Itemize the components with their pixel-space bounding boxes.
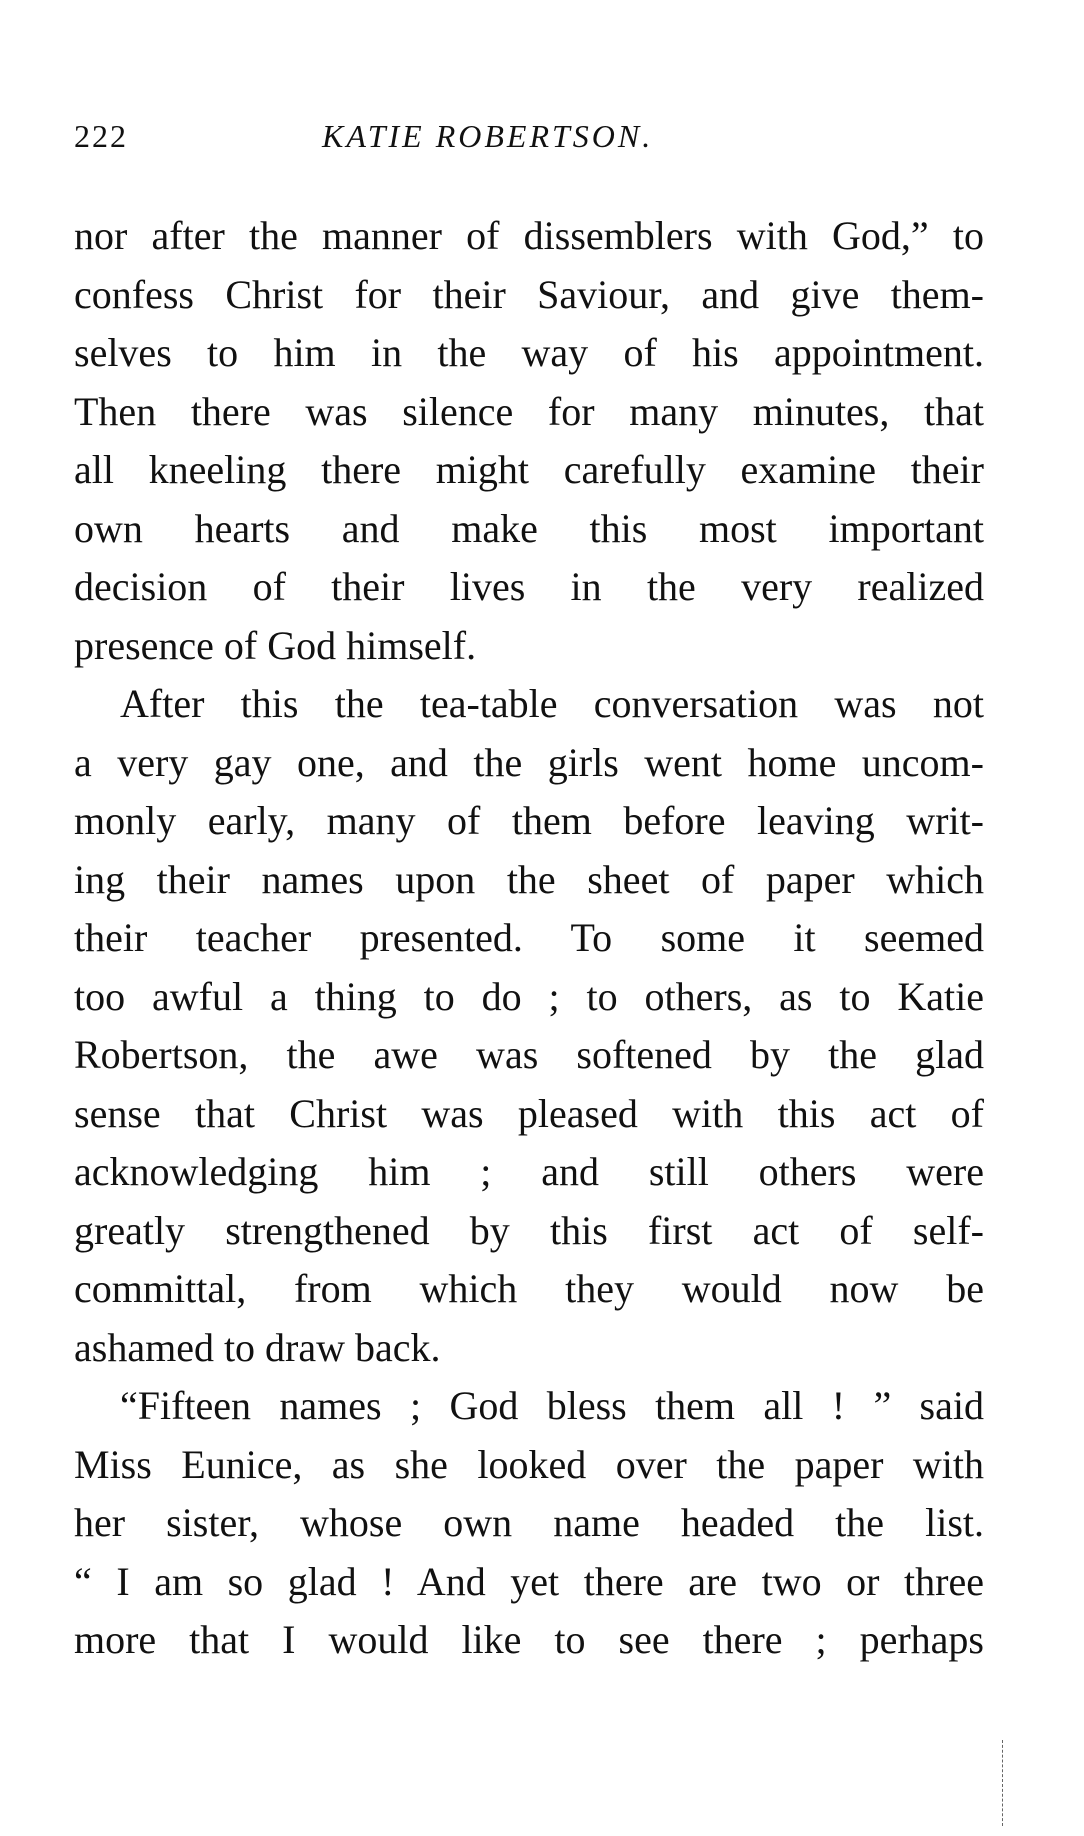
paragraph bbox=[74, 207, 984, 675]
text-line: greatly strengthened by this first act of self- bbox=[74, 1207, 984, 1253]
text-line: After this the tea-table conversation was not bbox=[120, 681, 984, 726]
page-number: 222 bbox=[74, 118, 128, 154]
text-line: monly early, many of them before leaving writ- bbox=[74, 798, 984, 843]
text-line: Miss Eunice, as she looked over the paper with bbox=[74, 1441, 984, 1487]
text-line: “Fifteen names ; God bless them all ! ” said bbox=[120, 1383, 984, 1428]
text-line: too awful a thing to do ; to others, as to Katie bbox=[74, 973, 984, 1019]
body-text bbox=[74, 207, 984, 1670]
text-line: Robertson, the awe was softened by the glad bbox=[74, 1032, 984, 1077]
text-line: committal, from which they would now be bbox=[74, 1266, 984, 1311]
text-line: more that I would like to see there ; perhaps bbox=[74, 1617, 984, 1662]
text-line: selves to him in the way of his appointment. bbox=[74, 330, 984, 375]
text-line: nor after the manner of dissemblers with God,” to bbox=[74, 213, 984, 258]
page-edge-mark bbox=[1002, 1740, 1004, 1826]
running-title: KATIE ROBERTSON. bbox=[322, 118, 654, 154]
text-line: acknowledging him ; and still others were bbox=[74, 1149, 984, 1194]
text-line: “ I am so glad ! And yet there are two or three bbox=[74, 1558, 984, 1604]
text-line: ing their names upon the sheet of paper which bbox=[74, 856, 984, 902]
paragraph bbox=[74, 675, 984, 1377]
text-line: all kneeling there might carefully examine their bbox=[74, 447, 984, 492]
text-line: confess Christ for their Saviour, and give them- bbox=[74, 271, 984, 317]
text-line: her sister, whose own name headed the list. bbox=[74, 1500, 984, 1545]
paragraph bbox=[74, 1377, 984, 1670]
text-line: decision of their lives in the very realized bbox=[74, 564, 984, 609]
text-line: own hearts and make this most important bbox=[74, 505, 984, 551]
text-line: ashamed to draw back. bbox=[74, 1324, 441, 1370]
text-line: presence of God himself. bbox=[74, 622, 477, 668]
text-line: a very gay one, and the girls went home uncom- bbox=[74, 739, 984, 785]
running-header bbox=[74, 112, 984, 162]
text-line: Then there was silence for many minutes, that bbox=[74, 388, 984, 434]
text-line: sense that Christ was pleased with this act of bbox=[74, 1090, 984, 1136]
text-line: their teacher presented. To some it seemed bbox=[74, 915, 984, 960]
